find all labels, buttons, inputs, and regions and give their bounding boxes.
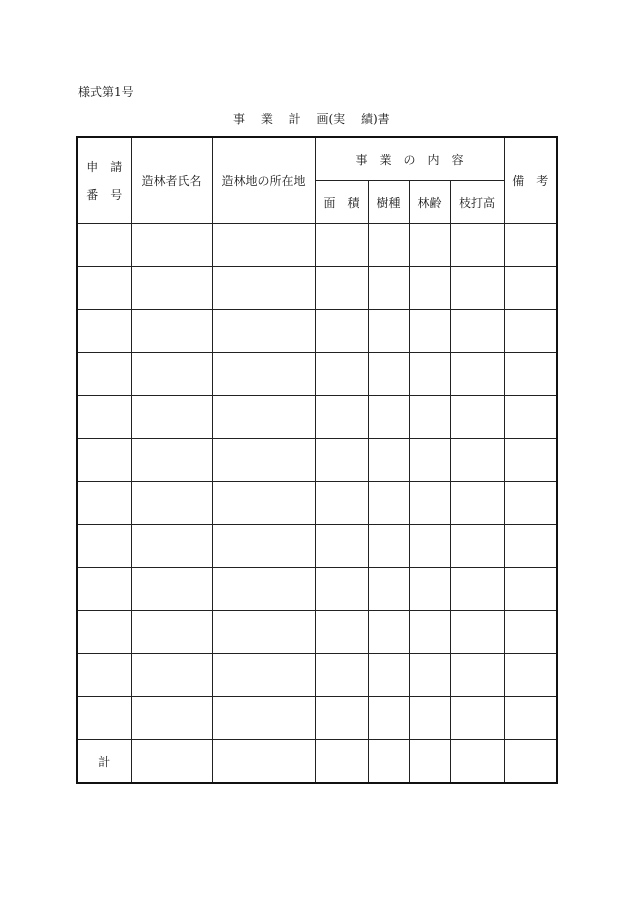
cell-pruning-height[interactable] xyxy=(450,568,504,611)
cell-location[interactable] xyxy=(212,568,315,611)
cell-pruning-height[interactable] xyxy=(450,525,504,568)
cell-area[interactable] xyxy=(315,439,368,482)
cell-planter-name[interactable] xyxy=(131,396,212,439)
cell-remarks[interactable] xyxy=(504,439,557,482)
form-number: 様式第1号 xyxy=(78,85,134,99)
cell-area[interactable] xyxy=(315,697,368,740)
table-row xyxy=(77,267,557,310)
table-row xyxy=(77,396,557,439)
cell-remarks[interactable] xyxy=(504,654,557,697)
cell-planter-name[interactable] xyxy=(131,654,212,697)
cell-application-number[interactable] xyxy=(77,224,131,267)
cell-remarks[interactable] xyxy=(504,224,557,267)
cell-planter-name[interactable] xyxy=(131,611,212,654)
header-content-group: 事 業 の 内 容 xyxy=(315,137,504,181)
cell-location[interactable] xyxy=(212,439,315,482)
cell-application-number[interactable] xyxy=(77,439,131,482)
cell-location[interactable] xyxy=(212,525,315,568)
cell-planter-name[interactable] xyxy=(131,267,212,310)
cell-location[interactable] xyxy=(212,611,315,654)
total-cell-area[interactable] xyxy=(315,740,368,784)
cell-planter-name[interactable] xyxy=(131,310,212,353)
header-application-number-line2: 番 号 xyxy=(86,187,123,202)
cell-area[interactable] xyxy=(315,396,368,439)
cell-area[interactable] xyxy=(315,353,368,396)
business-plan-table xyxy=(76,136,558,784)
cell-stand-age[interactable] xyxy=(409,697,450,740)
table-row xyxy=(77,224,557,267)
cell-location[interactable] xyxy=(212,353,315,396)
cell-remarks[interactable] xyxy=(504,611,557,654)
cell-remarks[interactable] xyxy=(504,353,557,396)
cell-pruning-height[interactable] xyxy=(450,611,504,654)
cell-remarks[interactable] xyxy=(504,525,557,568)
cell-tree-species[interactable] xyxy=(368,353,409,396)
cell-application-number[interactable] xyxy=(77,267,131,310)
cell-planter-name[interactable] xyxy=(131,525,212,568)
cell-area[interactable] xyxy=(315,525,368,568)
cell-pruning-height[interactable] xyxy=(450,482,504,525)
cell-remarks[interactable] xyxy=(504,568,557,611)
cell-stand-age[interactable] xyxy=(409,654,450,697)
table-row xyxy=(77,568,557,611)
header-planter-name: 造林者氏名 xyxy=(131,137,212,224)
table-row xyxy=(77,697,557,740)
cell-remarks[interactable] xyxy=(504,267,557,310)
cell-application-number[interactable] xyxy=(77,353,131,396)
cell-stand-age[interactable] xyxy=(409,224,450,267)
cell-pruning-height[interactable] xyxy=(450,439,504,482)
total-cell-stand-age[interactable] xyxy=(409,740,450,784)
cell-location[interactable] xyxy=(212,697,315,740)
cell-tree-species[interactable] xyxy=(368,224,409,267)
cell-stand-age[interactable] xyxy=(409,568,450,611)
cell-stand-age[interactable] xyxy=(409,396,450,439)
cell-location[interactable] xyxy=(212,267,315,310)
cell-application-number[interactable] xyxy=(77,525,131,568)
document-title: 事 業 計 画(実 績)書 xyxy=(233,112,390,126)
cell-tree-species[interactable] xyxy=(368,439,409,482)
cell-area[interactable] xyxy=(315,224,368,267)
cell-pruning-height[interactable] xyxy=(450,310,504,353)
cell-stand-age[interactable] xyxy=(409,482,450,525)
cell-tree-species[interactable] xyxy=(368,310,409,353)
total-cell-planter-name[interactable] xyxy=(131,740,212,784)
table-row xyxy=(77,310,557,353)
table-row xyxy=(77,654,557,697)
header-tree-species: 樹種 xyxy=(368,181,409,224)
header-application-number-line1: 申 請 xyxy=(86,159,123,174)
total-cell-pruning-height[interactable] xyxy=(450,740,504,784)
cell-area[interactable] xyxy=(315,267,368,310)
cell-area[interactable] xyxy=(315,611,368,654)
cell-stand-age[interactable] xyxy=(409,611,450,654)
cell-application-number[interactable] xyxy=(77,697,131,740)
cell-remarks[interactable] xyxy=(504,697,557,740)
cell-pruning-height[interactable] xyxy=(450,267,504,310)
cell-stand-age[interactable] xyxy=(409,353,450,396)
cell-stand-age[interactable] xyxy=(409,310,450,353)
cell-location[interactable] xyxy=(212,482,315,525)
total-cell-location[interactable] xyxy=(212,740,315,784)
total-row xyxy=(77,740,557,784)
cell-stand-age[interactable] xyxy=(409,525,450,568)
total-cell-tree-species[interactable] xyxy=(368,740,409,784)
total-label: 計 xyxy=(77,740,131,784)
cell-pruning-height[interactable] xyxy=(450,353,504,396)
cell-pruning-height[interactable] xyxy=(450,697,504,740)
cell-stand-age[interactable] xyxy=(409,439,450,482)
cell-application-number[interactable] xyxy=(77,310,131,353)
cell-location[interactable] xyxy=(212,654,315,697)
table-row xyxy=(77,482,557,525)
cell-planter-name[interactable] xyxy=(131,439,212,482)
header-remarks: 備 考 xyxy=(504,137,557,224)
cell-tree-species[interactable] xyxy=(368,697,409,740)
cell-remarks[interactable] xyxy=(504,396,557,439)
cell-application-number[interactable] xyxy=(77,482,131,525)
cell-tree-species[interactable] xyxy=(368,396,409,439)
cell-location[interactable] xyxy=(212,224,315,267)
cell-planter-name[interactable] xyxy=(131,482,212,525)
cell-application-number[interactable] xyxy=(77,611,131,654)
cell-remarks[interactable] xyxy=(504,482,557,525)
cell-tree-species[interactable] xyxy=(368,525,409,568)
cell-tree-species[interactable] xyxy=(368,482,409,525)
header-stand-age: 林齢 xyxy=(409,181,450,224)
cell-tree-species[interactable] xyxy=(368,611,409,654)
cell-tree-species[interactable] xyxy=(368,654,409,697)
header-area: 面 積 xyxy=(315,181,368,224)
cell-application-number[interactable] xyxy=(77,396,131,439)
cell-area[interactable] xyxy=(315,482,368,525)
header-row-top xyxy=(77,137,557,181)
cell-area[interactable] xyxy=(315,654,368,697)
cell-pruning-height[interactable] xyxy=(450,396,504,439)
cell-pruning-height[interactable] xyxy=(450,224,504,267)
cell-tree-species[interactable] xyxy=(368,267,409,310)
table-row xyxy=(77,525,557,568)
cell-planter-name[interactable] xyxy=(131,697,212,740)
cell-application-number[interactable] xyxy=(77,654,131,697)
cell-planter-name[interactable] xyxy=(131,353,212,396)
header-application-number xyxy=(77,137,131,224)
header-pruning-height: 枝打高 xyxy=(450,181,504,224)
header-location: 造林地の所在地 xyxy=(212,137,315,224)
cell-stand-age[interactable] xyxy=(409,267,450,310)
cell-location[interactable] xyxy=(212,310,315,353)
cell-planter-name[interactable] xyxy=(131,224,212,267)
cell-planter-name[interactable] xyxy=(131,568,212,611)
table-row xyxy=(77,611,557,654)
table-row xyxy=(77,439,557,482)
cell-area[interactable] xyxy=(315,310,368,353)
cell-remarks[interactable] xyxy=(504,310,557,353)
cell-location[interactable] xyxy=(212,396,315,439)
cell-area[interactable] xyxy=(315,568,368,611)
cell-tree-species[interactable] xyxy=(368,568,409,611)
total-cell-remarks[interactable] xyxy=(504,740,557,784)
table-row xyxy=(77,353,557,396)
cell-application-number[interactable] xyxy=(77,568,131,611)
cell-pruning-height[interactable] xyxy=(450,654,504,697)
